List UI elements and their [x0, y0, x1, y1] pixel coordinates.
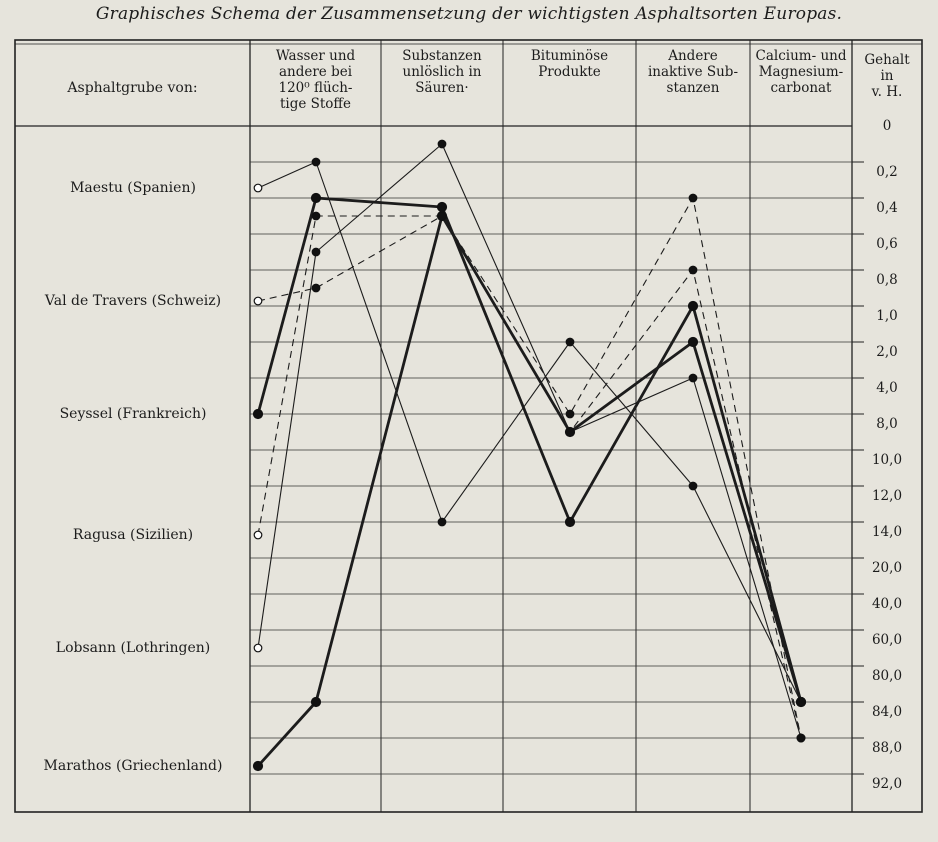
column-header-line: Wasser und — [275, 48, 356, 64]
axis-header-line: in — [880, 68, 894, 84]
chart-title: Graphisches Schema der Zusammensetzung der wichtigsten Asphaltsorten Europas. — [95, 4, 843, 24]
column-header-line: Bituminöse — [530, 48, 609, 64]
data-point — [566, 518, 575, 527]
scale-tick-label: 40,0 — [871, 596, 903, 612]
data-point — [689, 302, 698, 311]
data-point — [438, 212, 447, 221]
column-header-line: tige Stoffe — [279, 96, 352, 112]
column-header-line: Andere — [668, 48, 718, 64]
series-line — [258, 216, 801, 766]
column-header-line: carbonat — [770, 80, 832, 96]
data-point — [797, 734, 805, 742]
scale-tick-label: 84,0 — [871, 704, 903, 720]
series-line — [258, 216, 801, 738]
data-point — [797, 698, 806, 707]
row-label: Seyssel (Frankreich) — [59, 406, 207, 422]
column-header-line: Säuren· — [415, 80, 469, 96]
column-header-line: Substanzen — [402, 48, 482, 64]
scale-tick-label: 8,0 — [876, 416, 898, 432]
axis-header-line: Gehalt — [864, 52, 910, 68]
row-label: Ragusa (Sizilien) — [72, 527, 194, 543]
row-label: Val de Travers (Schweiz) — [44, 293, 222, 309]
data-point — [254, 531, 262, 539]
scale-tick-label: 80,0 — [871, 668, 903, 684]
data-point — [312, 248, 320, 256]
series-line — [258, 144, 801, 738]
scale-tick-label: 0,2 — [876, 164, 898, 180]
data-point — [312, 284, 320, 292]
data-point — [438, 518, 446, 526]
table-frame — [15, 40, 922, 812]
column-header-line: Magnesium- — [758, 64, 844, 80]
data-point — [689, 482, 697, 490]
column-header-line: inaktive Sub- — [647, 64, 739, 80]
scale-tick-label: 0,6 — [876, 236, 898, 252]
data-point — [254, 762, 263, 771]
column-header — [750, 48, 852, 96]
column-header-line: stanzen — [666, 80, 720, 96]
scale-tick-label: 12,0 — [871, 488, 903, 504]
data-point — [689, 338, 698, 347]
axis-header-line: v. H. — [871, 84, 903, 100]
data-point — [254, 297, 262, 305]
data-point — [438, 140, 446, 148]
scale-tick-label: 1,0 — [876, 308, 898, 324]
scale-tick-label: 0,4 — [876, 200, 898, 216]
column-header — [250, 48, 381, 112]
data-point — [689, 266, 697, 274]
scale-tick-label: 0,8 — [876, 272, 898, 288]
scale-tick-label: 10,0 — [871, 452, 903, 468]
column-header-line: Calcium- und — [755, 48, 847, 64]
data-point — [312, 212, 320, 220]
data-point — [566, 338, 574, 346]
column-header-line: 120⁰ flüch- — [278, 80, 353, 96]
data-point — [566, 428, 575, 437]
data-point — [689, 194, 697, 202]
scale-tick-label: 60,0 — [871, 632, 903, 648]
row-label: Maestu (Spanien) — [70, 180, 196, 196]
column-header — [381, 48, 503, 96]
column-header-line: Produkte — [538, 64, 601, 80]
row-header: Asphaltgrube von: — [67, 80, 198, 96]
data-point — [254, 410, 263, 419]
column-header — [503, 48, 636, 80]
data-point — [312, 698, 321, 707]
scale-tick-label: 88,0 — [871, 740, 903, 756]
scale-tick-label: 14,0 — [871, 524, 903, 540]
data-point — [312, 194, 321, 203]
column-header — [636, 48, 750, 96]
data-point — [689, 374, 697, 382]
scale-tick-label: 2,0 — [876, 344, 898, 360]
axis-header — [852, 52, 922, 100]
scale-tick-label: 92,0 — [871, 776, 903, 792]
column-header-line: unlöslich in — [402, 64, 482, 80]
scale-tick-label: 0 — [882, 118, 892, 134]
data-point — [438, 203, 447, 212]
data-point — [312, 158, 320, 166]
data-point — [566, 410, 574, 418]
row-label: Lobsann (Lothringen) — [55, 640, 211, 656]
scale-tick-label: 4,0 — [876, 380, 898, 396]
scale-tick-label: 20,0 — [871, 560, 903, 576]
data-point — [254, 644, 262, 652]
row-label: Marathos (Griechenland) — [43, 758, 223, 774]
data-point — [254, 184, 262, 192]
column-header-line: andere bei — [278, 64, 353, 80]
